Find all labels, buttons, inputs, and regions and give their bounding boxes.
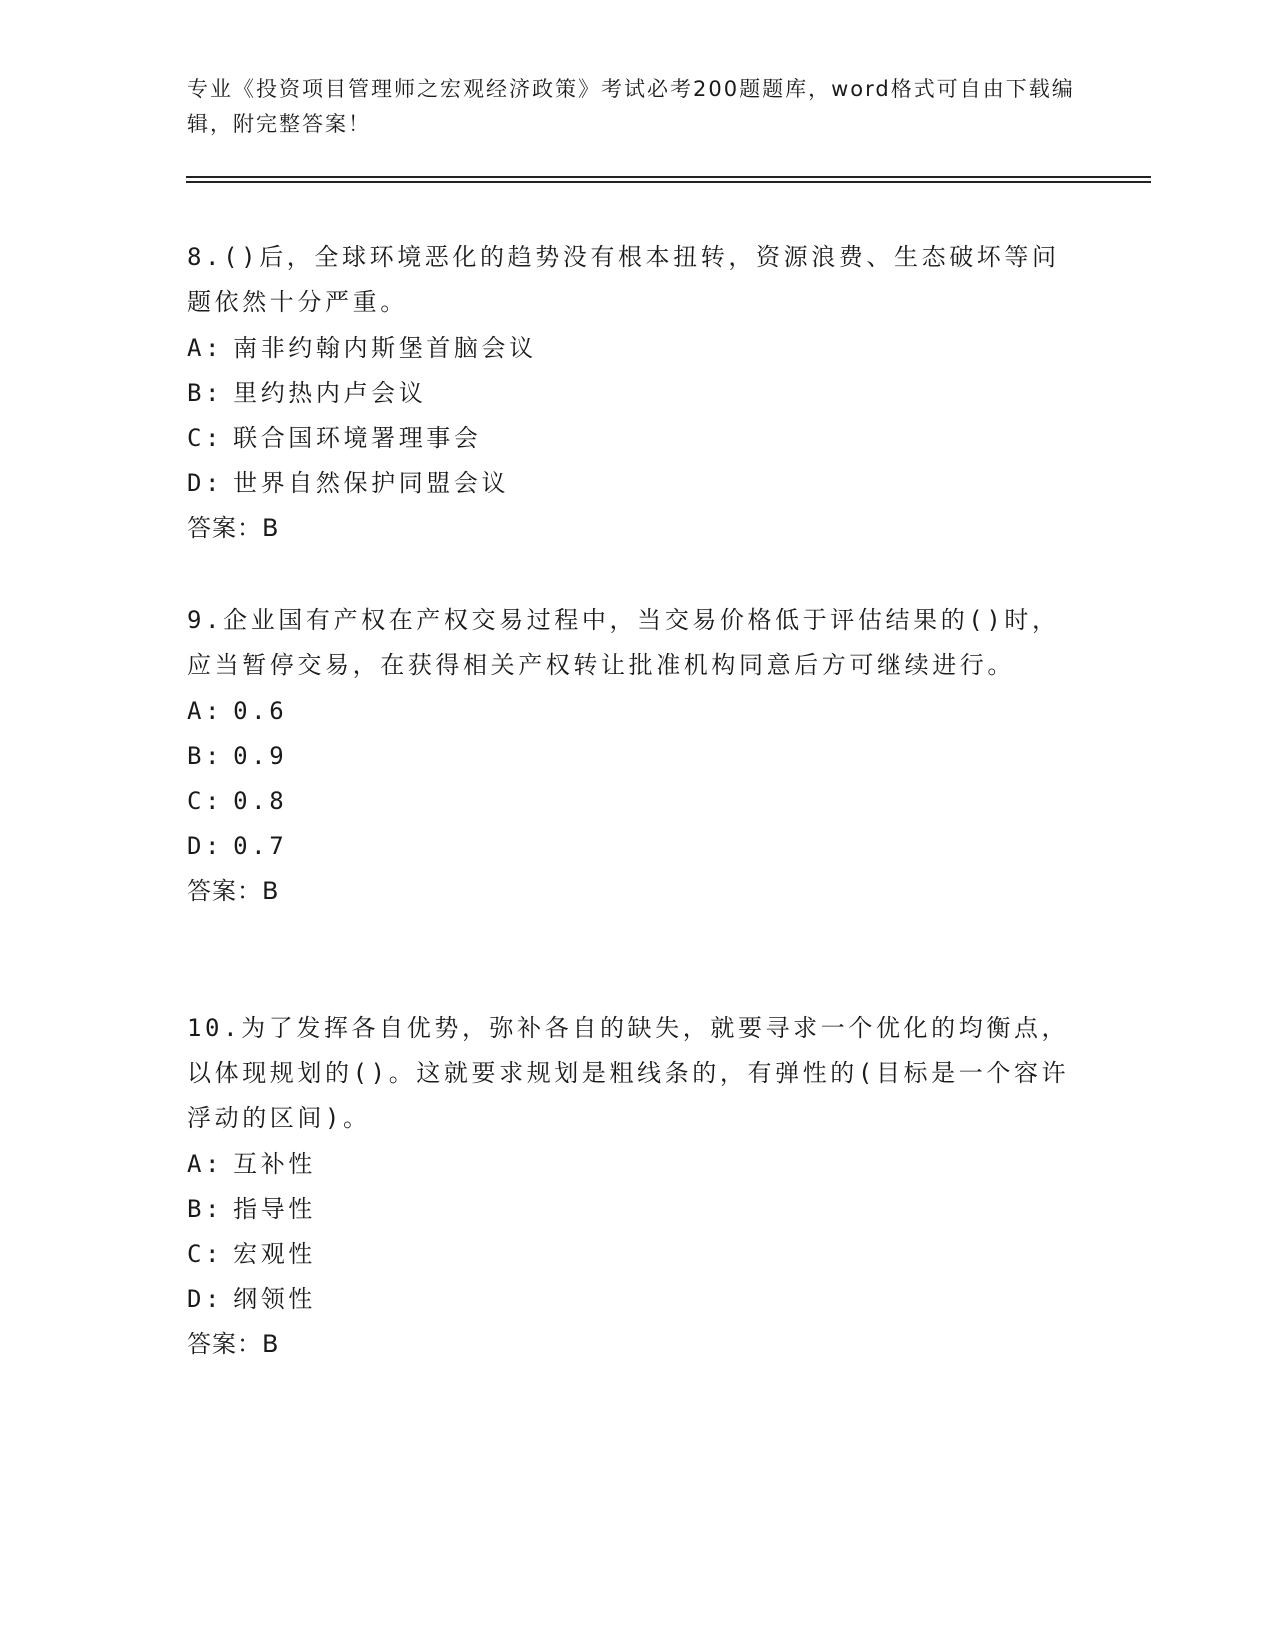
option-d [187, 461, 1077, 506]
header-divider-top [186, 176, 1151, 178]
answer-line: 答案：B [187, 1330, 280, 1358]
answer-line: 答案：B [187, 877, 280, 905]
answer-line: 答案：B [187, 514, 280, 542]
option-text: 0.8 [233, 787, 288, 815]
option-text: 0.9 [233, 742, 288, 770]
option-key: B: [187, 1195, 224, 1223]
option-text: 0.7 [233, 832, 288, 860]
option-key: A: [187, 334, 224, 362]
option-c [187, 1232, 1077, 1277]
option-key: A: [187, 697, 224, 725]
option-key: D: [187, 832, 224, 860]
option-d [187, 824, 1077, 869]
option-text: 宏观性 [233, 1240, 316, 1268]
question-stem: 10.为了发挥各自优势，弥补各自的缺失，就要寻求一个优化的均衡点，以体现规划的()。这就要求规划是粗线条的，有弹性的(目标是一个容许浮动的区间)。 [187, 1014, 1070, 1132]
option-key: B: [187, 742, 224, 770]
question-9 [187, 598, 1077, 914]
option-text: 指导性 [233, 1195, 316, 1223]
option-d [187, 1277, 1077, 1322]
question-10 [187, 1006, 1077, 1367]
question-stem: 8.()后，全球环境恶化的趋势没有根本扭转，资源浪费、生态破坏等问题依然十分严重。 [187, 243, 1060, 316]
option-a [187, 1142, 1077, 1187]
question-stem: 9.企业国有产权在产权交易过程中，当交易价格低于评估结果的()时，应当暂停交易，在获得相关产权转让批准机构同意后方可继续进行。 [187, 606, 1060, 679]
option-key: D: [187, 1285, 224, 1313]
option-text: 南非约翰内斯堡首脑会议 [233, 334, 537, 362]
option-text: 0.6 [233, 697, 288, 725]
option-key: D: [187, 469, 224, 497]
option-text: 联合国环境署理事会 [233, 424, 482, 452]
option-key: C: [187, 787, 224, 815]
option-key: B: [187, 379, 224, 407]
option-text: 互补性 [233, 1150, 316, 1178]
question-8 [187, 235, 1077, 551]
option-b [187, 371, 1077, 416]
option-c [187, 779, 1077, 824]
option-key: A: [187, 1150, 224, 1178]
option-a [187, 689, 1077, 734]
option-text: 里约热内卢会议 [233, 379, 427, 407]
option-b [187, 1187, 1077, 1232]
option-c [187, 416, 1077, 461]
option-key: C: [187, 1240, 224, 1268]
option-a [187, 326, 1077, 371]
option-b [187, 734, 1077, 779]
option-text: 纲领性 [233, 1285, 316, 1313]
option-text: 世界自然保护同盟会议 [233, 469, 510, 497]
document-intro: 专业《投资项目管理师之宏观经济政策》考试必考200题题库，word格式可自由下载编辑，附完整答案！ [187, 77, 1075, 136]
option-key: C: [187, 424, 224, 452]
header-divider-bottom [186, 181, 1151, 183]
